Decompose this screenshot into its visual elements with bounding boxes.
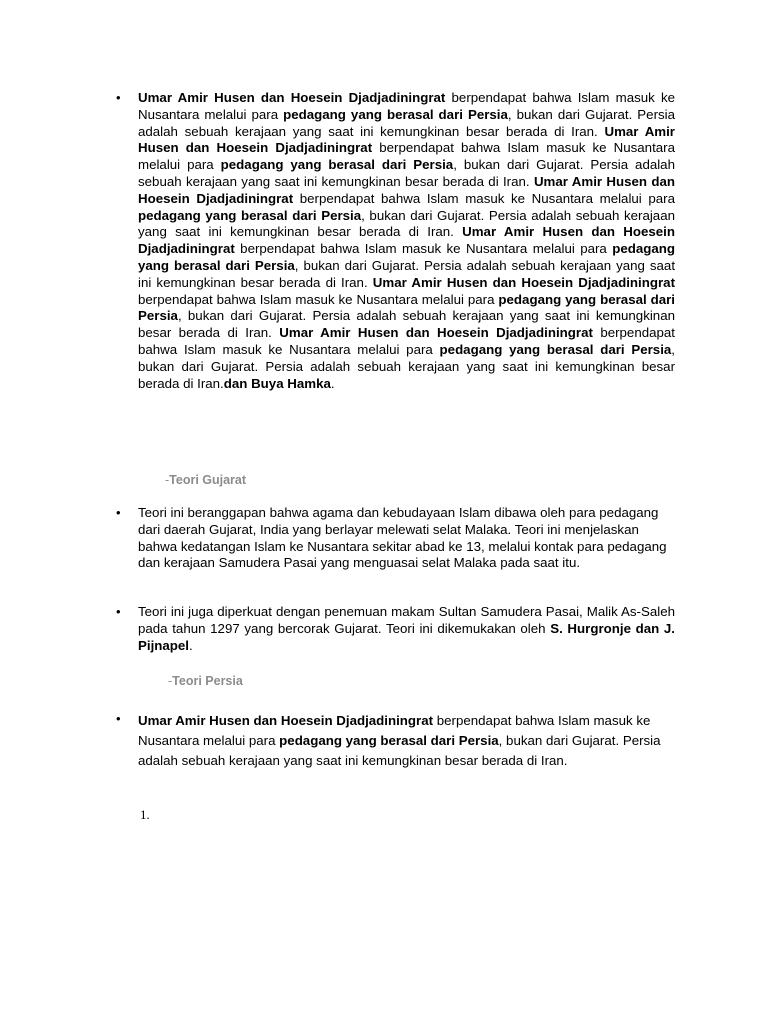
bullet-3: • <box>116 604 121 619</box>
theory-persia-repeated-paragraph: Umar Amir Husen dan Hoesein Djadjadiningrat berpendapat bahwa Islam masuk ke Nusantara melalui para pedagang yang berasal dari Persia, bukan dari Gujarat. Persia adalah sebuah kerajaan yang saat ini kemungkinan besar berada di Iran. Umar Amir Husen dan Hoesein Djadjadiningrat berpendapat bahwa Islam masuk ke Nusantara melalui para pedagang yang berasal dari Persia, bukan dari Gujarat. Persia adalah sebuah kerajaan yang saat ini kemungkinan besar berada di Iran. Umar Amir Husen dan Hoesein Djadjadiningrat berpendapat bahwa Islam masuk ke Nusantara melalui para pedagang yang berasal dari Persia, bukan dari Gujarat. Persia adalah sebuah kerajaan yang saat ini kemungkinan besar berada di Iran. Umar Amir Husen dan Hoesein Djadjadiningrat berpendapat bahwa Islam masuk ke Nusantara melalui para pedagang yang berasal dari Persia, bukan dari Gujarat. Persia adalah sebuah kerajaan yang saat ini kemungkinan besar berada di Iran. Umar Amir Husen dan Hoesein Djadjadiningrat berpendapat bahwa Islam masuk ke Nusantara melalui para pedagang yang berasal dari Persia, bukan dari Gujarat. Persia adalah sebuah kerajaan yang saat ini kemungkinan besar berada di Iran. Umar Amir Husen dan Hoesein Djadjadiningrat berpendapat bahwa Islam masuk ke Nusantara melalui para pedagang yang berasal dari Persia, bukan dari Gujarat. Persia adalah sebuah kerajaan yang saat ini kemungkinan besar berada di Iran.dan Buya Hamka. <box>138 90 676 391</box>
bullet-2: • <box>116 505 121 520</box>
bullet-4: • <box>116 711 121 726</box>
list-number: 1. <box>140 807 150 822</box>
persia-paragraph: Umar Amir Husen dan Hoesein Djadjadiningrat berpendapat bahwa Islam masuk ke Nusantara melalui para pedagang yang berasal dari Persia, bukan dari Gujarat. Persia adalah sebuah kerajaan yang saat ini kemungkinan besar berada di Iran. <box>138 713 661 768</box>
gujarat-paragraph-1: Teori ini beranggapan bahwa agama dan kebudayaan Islam dibawa oleh para pedagang dari daerah Gujarat, India yang berlayar melewati selat Malaka. Teori ini menjelaskan bahwa kedatangan Islam ke Nusantara sekitar abad ke 13, melalui kontak para pedagang dan kerajaan Samudera Pasai yang menguasai selat Malaka pada saat itu. <box>138 505 667 571</box>
gujarat-paragraph-2: Teori ini juga diperkuat dengan penemuan makam Sultan Samudera Pasai, Malik As-Saleh pada tahun 1297 yang bercorak Gujarat. Teori ini dikemukakan oleh S. Hurgronje dan J. Pijnapel. <box>138 604 676 653</box>
heading-teori-gujarat: -Teori Gujarat <box>165 473 247 487</box>
heading-teori-persia: -Teori Persia <box>168 674 243 688</box>
bullet-1: • <box>116 90 121 105</box>
